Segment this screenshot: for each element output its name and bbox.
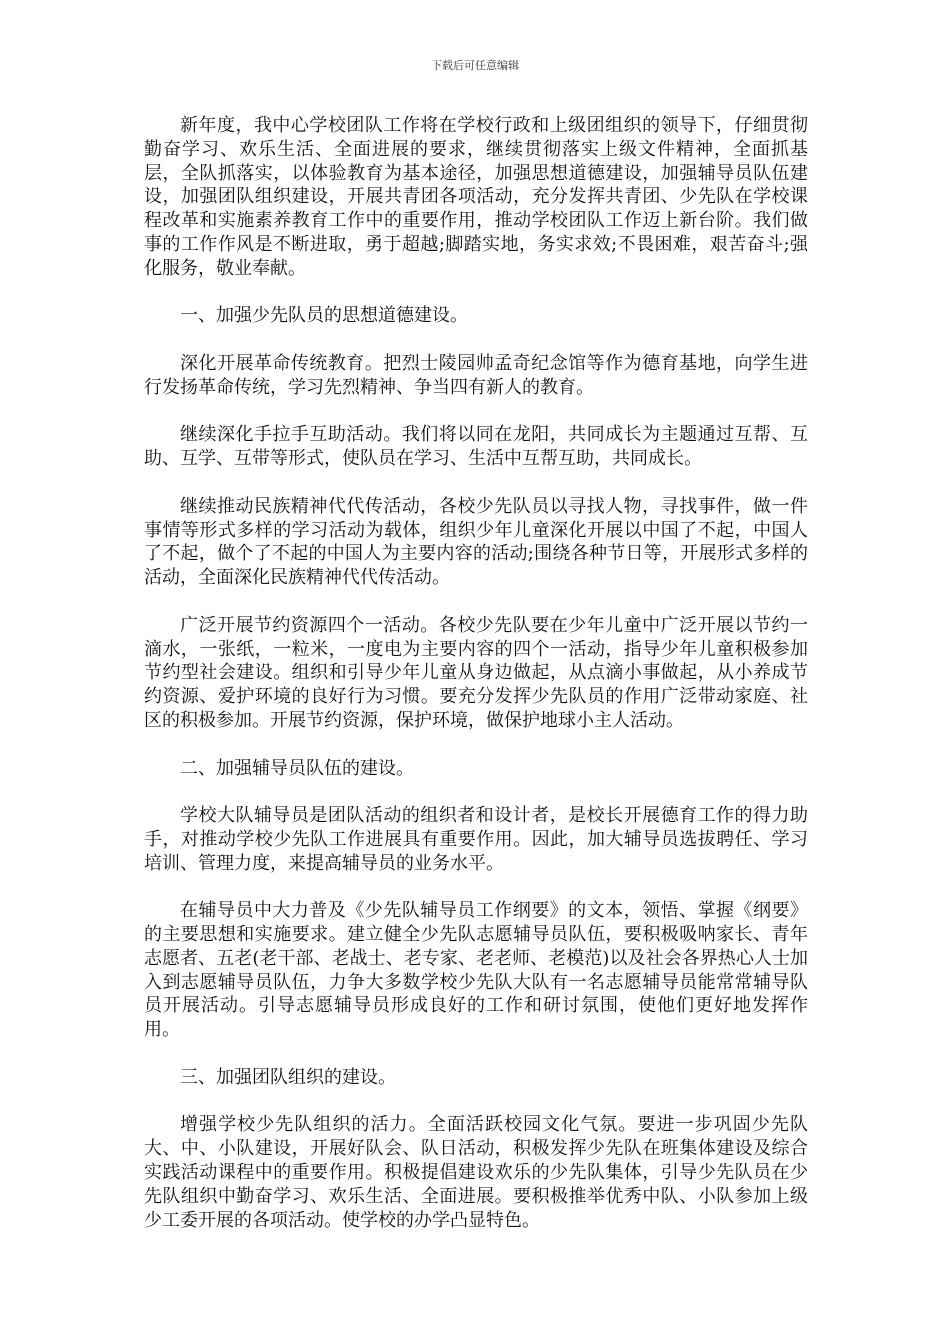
section-heading-3: 三、加强团队组织的建设。 <box>180 1066 396 1088</box>
paragraph-organization-vitality: 增强学校少先队组织的活力。全面活跃校园文化气氛。要进一步巩固少先队大、中、小队建设，开展好队会、队日活动，积极发挥少先队在班集体建设及综合实践活动课程中的重要作用。积极提倡建设欢乐的少先队集体，引导少先队员在少先队组织中勤奋学习、欢乐生活、全面进展。要积极推举优秀中队、小队参加上级少工委开展的各项活动。使学校的办学凸显特色。 <box>144 1114 808 1231</box>
section-heading-2: 二、加强辅导员队伍的建设。 <box>180 757 414 779</box>
paragraph-national-spirit: 继续推动民族精神代代传活动，各校少先队员以寻找人物，寻找事件，做一件事情等形式多样的学习活动为载体，组织少年儿童深化开展以中国了不起，中国人了不起，做个了不起的中国人为主要内容的活动;围绕各种节日等，开展形式多样的活动，全面深化民族精神代代传活动。 <box>144 495 808 589</box>
paragraph-counselor-role: 学校大队辅导员是团队活动的组织者和设计者，是校长开展德育工作的得力助手，对推动学校少先队工作进展具有重要作用。因此，加大辅导员选拔聘任、学习培训、管理力度，来提高辅导员的业务水平。 <box>144 805 808 874</box>
section-heading-1: 一、加强少先队员的思想道德建设。 <box>180 305 468 327</box>
page-header-note: 下载后可任意编辑 <box>431 59 519 72</box>
paragraph-hand-in-hand: 继续深化手拉手互助活动。我们将以同在龙阳，共同成长为主题通过互帮、互助、互学、互带等形式，使队员在学习、生活中互帮互助，共同成长。 <box>144 424 808 470</box>
paragraph-save-resources: 广泛开展节约资源四个一活动。各校少先队要在少年儿童中广泛开展以节约一滴水，一张纸，一粒米，一度电为主要内容的四个一活动，指导少年儿童积极参加节约型社会建设。组织和引导少年儿童从身边做起，从点滴小事做起，从小养成节约资源、爱护环境的良好行为习惯。要充分发挥少先队员的作用广泛带动家庭、社区的积极参加。开展节约资源，保护环境，做保护地球小主人活动。 <box>144 614 808 731</box>
paragraph-revolution-education: 深化开展革命传统教育。把烈士陵园帅孟奇纪念馆等作为德育基地，向学生进行发扬革命传统，学习先烈精神、争当四有新人的教育。 <box>144 352 808 398</box>
paragraph-counselor-outline: 在辅导员中大力普及《少先队辅导员工作纲要》的文本，领悟、掌握《纲要》的主要思想和实施要求。建立健全少先队志愿辅导员队伍，要积极吸呐家长、青年志愿者、五老(老干部、老战士、老专家、老老师、老模范)以及社会各界热心人士加入到志愿辅导员队伍，力争大多数学校少先队大队有一名志愿辅导员能常常辅导队员开展活动。引导志愿辅导员形成良好的工作和研讨氛围，使他们更好地发挥作用。 <box>144 900 808 1041</box>
paragraph-intro: 新年度，我中心学校团队工作将在学校行政和上级团组织的领导下，仔细贯彻勤奋学习、欢乐生活、全面进展的要求，继续贯彻落实上级文件精神，全面抓基层，全队抓落实，以体验教育为基本途径，加强思想道德建设，加强辅导员队伍建设，加强团队组织建设，开展共青团各项活动，充分发挥共青团、少先队在学校课程改革和实施素养教育工作中的重要作用，推动学校团队工作迈上新台阶。我们做事的工作作风是不断进取，勇于超越;脚踏实地，务实求效;不畏困难，艰苦奋斗;强化服务，敬业奉献。 <box>144 115 808 279</box>
document-body <box>144 114 808 1256</box>
